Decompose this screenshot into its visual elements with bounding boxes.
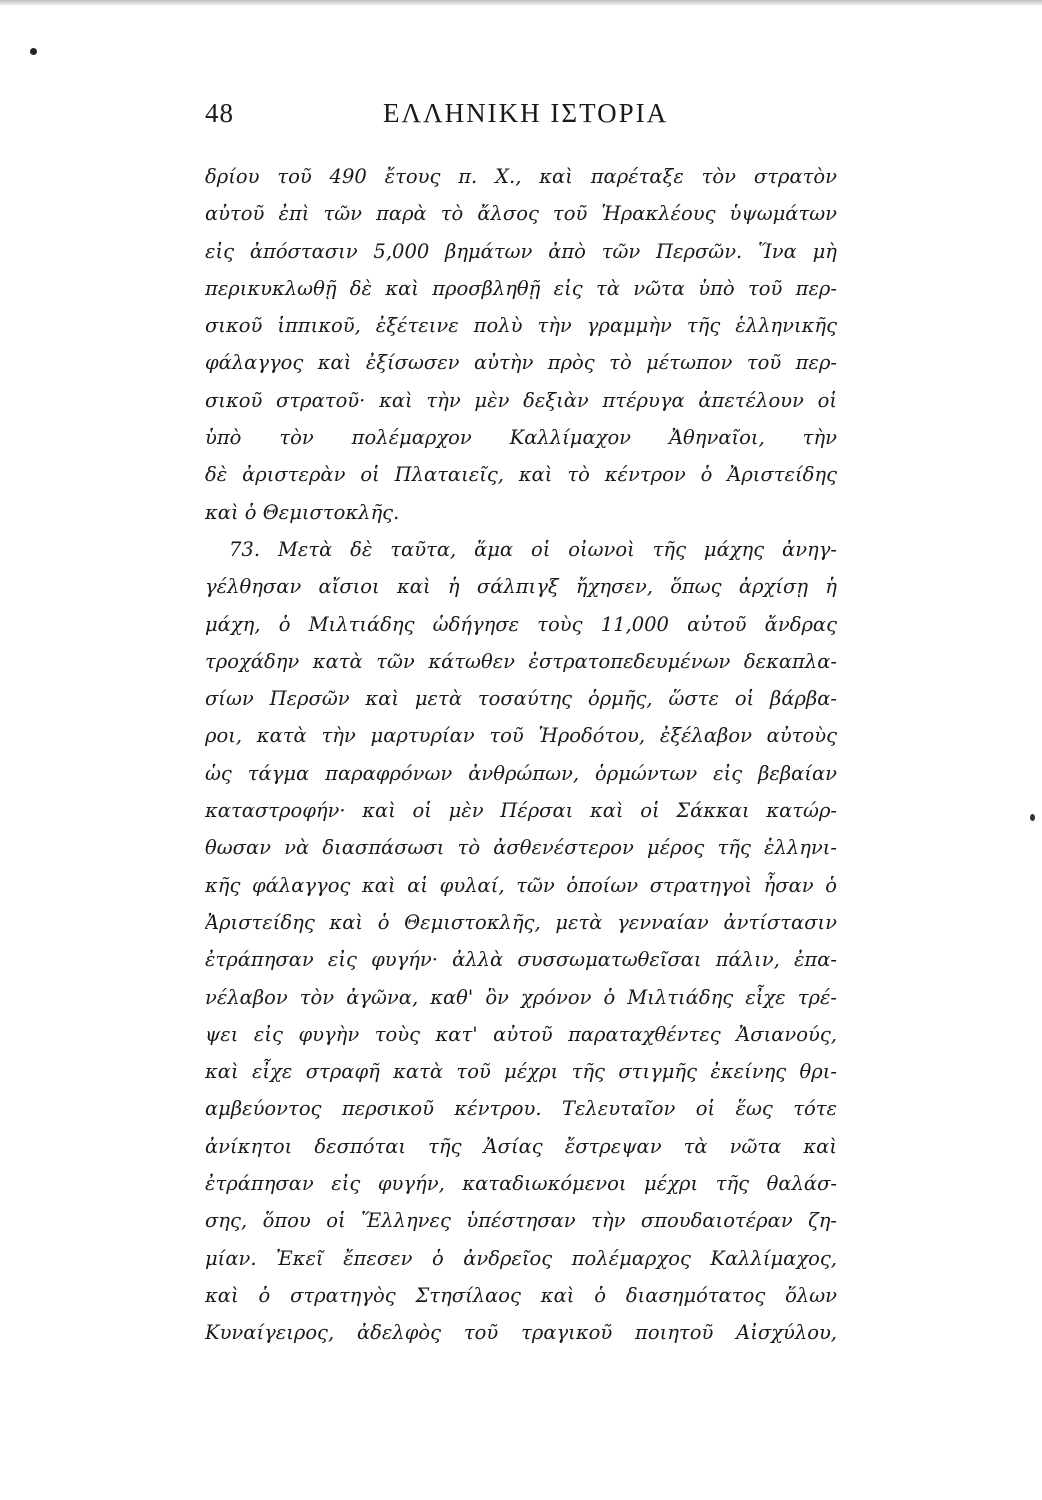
paragraph-73-start: 73. Μετὰ δὲ ταῦτα, ἅμα οἱ οἰωνοὶ τῆς μάχης ἀνηγ- [229,537,837,561]
text-line: περικυκλωθῇ δὲ καὶ προσβληθῇ εἰς τὰ νῶτα ὑπὸ τοῦ περ- [205,276,837,300]
text-line: ὑπὸ τὸν πολέμαρχον Καλλίμαχον Ἀθηναῖοι, τὴν [205,426,837,450]
text-line: νέλαβον τὸν ἀγῶνα, καθ' ὃν χρόνον ὁ Μιλτιάδης εἶχε τρέ- [205,985,837,1009]
text-line: ροι, κατὰ τὴν μαρτυρίαν τοῦ Ἡροδότου, ἐξέλαβον αὐτοὺς [205,724,837,748]
text-line: καὶ ὁ Θεμιστοκλῆς. [205,500,400,524]
text-line: ἐτράπησαν εἰς φυγήν· ἀλλὰ συσσωματωθεῖσαι πάλιν, ἐπα- [205,948,837,972]
text-line: ἐτράπησαν εἰς φυγήν, καταδιωκόμενοι μέχρι τῆς θαλάσ- [205,1172,837,1196]
text-line: εἰς ἀπόστασιν 5,000 βημάτων ἀπὸ τῶν Περσῶν. Ἵνα μὴ [205,239,837,263]
text-line: καὶ εἶχε στραφῆ κατὰ τοῦ μέχρι τῆς στιγμῆς ἐκείνης θρι- [205,1060,837,1084]
text-line: καὶ ὁ στρατηγὸς Στησίλαος καὶ ὁ διασημότατος ὅλων [205,1283,837,1307]
text-line: ὡς τάγμα παραφρόνων ἀνθρώπων, ὁρμώντων εἰς βεβαίαν [205,761,837,785]
text-line: κῆς φάλαγγος καὶ αἱ φυλαί, τῶν ὁποίων στρατηγοὶ ἦσαν ὁ [205,873,837,897]
text-line: σης, ὅπου οἱ Ἕλληνες ὑπέστησαν τὴν σπουδαιοτέραν ζη- [205,1209,837,1233]
page-header [205,98,845,138]
ink-speck [30,48,37,55]
body-text [205,158,837,1352]
text-line: Ἀριστείδης καὶ ὁ Θεμιστοκλῆς, μετὰ γενναίαν ἀντίστασιν [205,910,837,934]
scan-edge-shadow [0,0,1042,6]
text-line: αμβεύοντος περσικοῦ κέντρου. Τελευταῖον οἱ ἕως τότε [205,1097,837,1121]
page-number: 48 [205,98,234,128]
text-line: σικοῦ ἱππικοῦ, ἐξέτεινε πολὺ τὴν γραμμὴν τῆς ἑλληνικῆς [205,314,837,338]
text-line: δὲ ἀριστερὰν οἱ Πλαταιεῖς, καὶ τὸ κέντρον ὁ Ἀριστείδης [205,463,837,487]
text-line: δρίου τοῦ 490 ἔτους π. Χ., καὶ παρέταξε τὸν στρατὸν [205,165,837,188]
text-line: τροχάδην κατὰ τῶν κάτωθεν ἐστρατοπεδευμένων δεκαπλα- [205,649,837,673]
text-line: θωσαν νὰ διασπάσωσι τὸ ἀσθενέστερον μέρος τῆς ἑλληνι- [205,836,837,860]
text-line: μάχη, ὁ Μιλτιάδης ὡδήγησε τοὺς 11,000 αὐτοῦ ἄνδρας [205,612,837,636]
text-line: Κυναίγειρος, ἀδελφὸς τοῦ τραγικοῦ ποιητοῦ Αἰσχύλου, [205,1321,837,1345]
text-line: σίων Περσῶν καὶ μετὰ τοσαύτης ὁρμῆς, ὥστε οἱ βάρβα- [205,687,837,711]
text-line: μίαν. Ἐκεῖ ἔπεσεν ὁ ἀνδρεῖος πολέμαρχος Καλλίμαχος, [205,1246,837,1270]
text-line: σικοῦ στρατοῦ· καὶ τὴν μὲν δεξιὰν πτέρυγα ἀπετέλουν οἱ [205,388,837,412]
ink-speck-margin [1030,814,1035,821]
text-line: ἀνίκητοι δεσπόται τῆς Ἀσίας ἔστρεψαν τὰ νῶτα καὶ [205,1134,837,1158]
text-line: αὐτοῦ ἐπὶ τῶν παρὰ τὸ ἄλσος τοῦ Ἡρακλέους ὑψωμάτων [205,202,837,226]
text-line: ψει εἰς φυγὴν τοὺς κατ' αὐτοῦ παραταχθέντες Ἀσιανούς, [205,1022,837,1046]
text-line: φάλαγγος καὶ ἐξίσωσεν αὐτὴν πρὸς τὸ μέτωπον τοῦ περ- [205,351,837,375]
text-line: καταστροφήν· καὶ οἱ μὲν Πέρσαι καὶ οἱ Σάκκαι κατώρ- [205,799,837,823]
running-title: ΕΛΛΗΝΙΚΗ ΙΣΤΟΡΙΑ [383,98,669,128]
text-line: γέλθησαν αἴσιοι καὶ ἡ σάλπιγξ ἤχησεν, ὅπως ἀρχίσῃ ἡ [205,575,837,599]
